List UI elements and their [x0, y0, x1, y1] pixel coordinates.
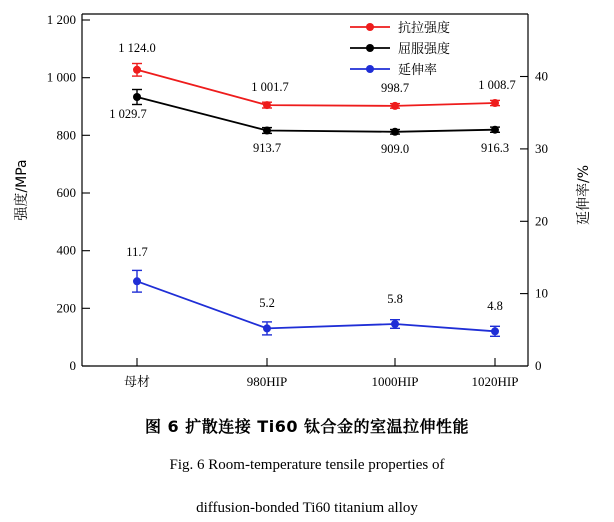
left-tick-label-1200: 1 200	[47, 12, 76, 27]
label-yield-2: 909.0	[381, 142, 409, 156]
left-tick-label-800: 800	[57, 127, 77, 142]
legend-item-elongation[interactable]	[350, 62, 437, 78]
x-tick-label-2: 1000HIP	[372, 374, 419, 389]
series-tensile-strength	[132, 64, 500, 110]
label-yield-0: 1 029.7	[109, 107, 147, 121]
y-axis-title: 强度/MPa	[13, 159, 30, 220]
right-tick-label-20: 20	[535, 213, 548, 228]
legend-item-tensile[interactable]	[350, 20, 450, 36]
x-tick-label-0: 母材	[124, 374, 150, 390]
label-yield-1: 913.7	[253, 141, 281, 155]
chart-legend	[350, 20, 450, 78]
x-axis-ticks	[137, 358, 495, 366]
right-tick-label-30: 30	[535, 141, 548, 156]
label-tensile-1: 1 001.7	[251, 80, 289, 94]
legend-item-yield[interactable]	[350, 41, 450, 57]
caption-english-line1: Fig. 6 Room-temperature tensile properties of	[0, 451, 614, 480]
label-elongation-2: 5.8	[387, 292, 403, 306]
left-tick-label-400: 400	[57, 243, 77, 258]
label-elongation-3: 4.8	[487, 299, 503, 313]
right-tick-label-10: 10	[535, 286, 548, 301]
label-elongation-0: 11.7	[126, 245, 147, 259]
left-tick-label-200: 200	[57, 300, 77, 315]
caption-english-line2: diffusion-bonded Ti60 titanium alloy	[0, 494, 614, 522]
legend-label-tensile: 抗拉强度	[398, 20, 450, 36]
caption-chinese: 图 6 扩散连接 Ti60 钛合金的室温拉伸性能	[0, 414, 614, 437]
right-tick-label-40: 40	[535, 69, 548, 84]
label-tensile-2: 998.7	[381, 81, 409, 95]
x-tick-label-3: 1020HIP	[472, 374, 519, 389]
series-elongation	[132, 270, 500, 336]
figure-caption	[0, 398, 614, 522]
label-yield-3: 916.3	[481, 141, 509, 155]
left-axis-ticks	[82, 20, 90, 366]
series-yield-strength	[132, 90, 500, 136]
right-tick-label-0: 0	[535, 358, 542, 373]
y2-axis-title: 延伸率/%	[575, 165, 592, 225]
left-tick-label-600: 600	[57, 185, 77, 200]
left-tick-label-0: 0	[70, 358, 77, 373]
label-tensile-0: 1 124.0	[118, 41, 156, 55]
right-axis-ticks	[520, 77, 528, 367]
left-tick-label-1000: 1 000	[47, 70, 76, 85]
label-elongation-1: 5.2	[259, 296, 275, 310]
legend-label-elongation: 延伸率	[398, 62, 437, 78]
legend-label-yield: 屈服强度	[398, 41, 450, 57]
x-tick-label-1: 980HIP	[247, 374, 287, 389]
label-tensile-3: 1 008.7	[478, 78, 516, 92]
